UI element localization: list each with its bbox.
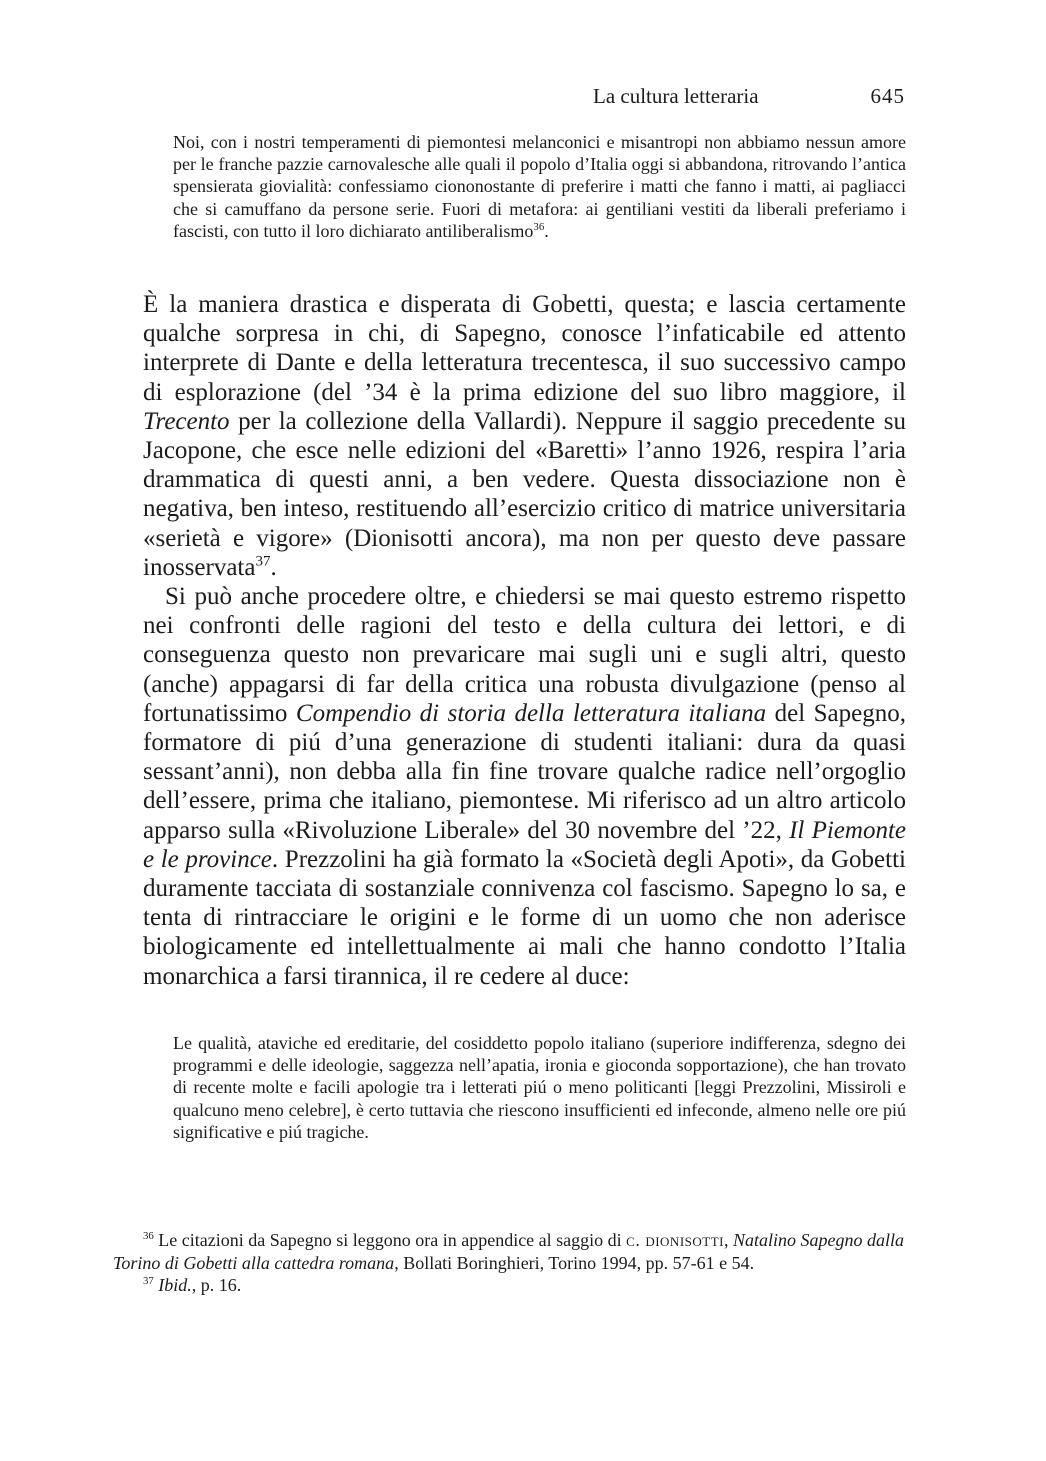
- title-compendio: Compendio di storia della letteratura italiana: [295, 699, 767, 727]
- paragraph-2: [143, 582, 906, 991]
- running-head: [593, 84, 905, 114]
- quote-2-text: Le qualità, ataviche ed ereditarie, del cosiddetto popolo italiano (superiore indifferenza, sdegno dei programmi e delle ideologie, saggezza nell’apatia, ironia e gioconda sopportazione), che han trovato di recente molte e facili apologie tra i letterati piú o meno politicanti [leggi Prezzolini, Missiroli e qualcuno meno celebre], è certo tuttavia che riescono insufficienti ed infeconde, almeno nelle ore piú significative e piú tragiche.: [173, 1033, 906, 1142]
- footnote-ref-36[interactable]: 36: [533, 220, 545, 233]
- footnotes: [113, 1229, 906, 1297]
- footnote-36: [113, 1229, 906, 1274]
- paragraph-1-end: .: [270, 553, 277, 581]
- quote-1-end: .: [544, 220, 549, 241]
- footnote-ref-37[interactable]: 37: [255, 553, 271, 570]
- title-piemonte-province: Il Piemonte e le province: [143, 816, 906, 873]
- footnote-36-title: Natalino Sapegno dalla Torino di Gobetti alla cattedra romana: [113, 1230, 904, 1273]
- paragraph-2-text-c: . Prezzolini ha già formato la «Società degli Apoti», da Gobetti duramente tacciata di sostanziale connivenza col fascismo. Sapegno lo sa, e tenta di rintracciare le origini e le forme di un uomo che non aderisce biologicamente ed intellettualmente ai mali che hanno condotto l’Italia monarchica a farsi tirannica, il re cedere al duce:: [143, 845, 906, 990]
- footnote-36-author: c. dionisotti: [626, 1230, 724, 1250]
- block-quote-1: [173, 131, 906, 242]
- paragraph-1-text-a: È la maniera drastica e disperata di Gobetti, questa; e lascia certamente qualche sorpresa in chi, di Sapegno, conosce l’infaticabile ed attento interprete di Dante e della letteratura trecentesca, il suo successivo campo di esplorazione (del ’34 è la prima edizione del suo libro maggiore, il: [143, 291, 906, 406]
- paragraph-2-text-a: Si può anche procedere oltre, e chiedersi se mai questo estremo rispetto nei confronti delle ragioni del testo e della cultura dei lettori, e di conseguenza questo non prevaricare mai sugli uni e sugli altri, questo (anche) appagarsi di far della critica una robusta divulgazione (penso al fortunatissimo: [143, 583, 906, 727]
- quote-1-text: Noi, con i nostri temperamenti di piemontesi melanconici e misantropi non abbiamo nessun amore per le franche pazzie carnovalesche alle quali il popolo d’Italia oggi si abbandona, ritrovando l’antica spensierata giovialità: confessiamo ciononostante di preferire i matti che fanno i matti, ai pagliacci che si camuffano da persone serie. Fuori di metafora: ai gentiliani vestiti da liberali preferiamo i fascisti, con tutto il loro dichiarato antiliberalismo: [173, 132, 906, 241]
- footnote-36-text-a: Le citazioni da Sapegno si leggono ora in appendice al saggio di: [153, 1230, 627, 1250]
- paragraph-2-text-b: del Sapegno, formatore di piú d’una generazione di studenti italiani: dura da quasi sessant’anni), non debba alla fin fine trovare qualche radice nell’orgoglio dell’essere, prima che italiano, piemontese. Mi riferisco ad un altro articolo apparso sulla «Rivoluzione Liberale» del 30 novembre del ’22,: [143, 699, 906, 844]
- footnote-37-ibid: Ibid.: [153, 1275, 192, 1295]
- footnote-number: 37: [143, 1275, 154, 1287]
- footnote-36-text-b: , Bollati Boringhieri, Torino 1994, pp. 57-61 e 54.: [394, 1252, 755, 1273]
- paragraph-1: [143, 290, 906, 582]
- footnote-37-text: , p. 16.: [191, 1275, 242, 1295]
- footnote-number: 36: [143, 1230, 154, 1242]
- footnote-36-separator: ,: [723, 1230, 733, 1250]
- title-trecento: Trecento: [143, 407, 230, 435]
- running-head-title: La cultura letteraria: [593, 84, 759, 108]
- paragraph-1-text-b: per la collezione della Vallardi). Neppure il saggio precedente su Jacopone, che esce nelle edizioni del «Baretti» l’anno 1926, respira l’aria drammatica di questi anni, a ben vedere. Questa dissociazione non è negativa, ben inteso, restituendo all’esercizio critico di matrice universitaria «serietà e vigore» (Dionisotti ancora), ma non per questo deve passare inosservata: [143, 407, 906, 581]
- page-number: 645: [870, 84, 905, 108]
- block-quote-2: [173, 1032, 906, 1143]
- footnote-37: [113, 1274, 906, 1297]
- main-text: [143, 290, 906, 991]
